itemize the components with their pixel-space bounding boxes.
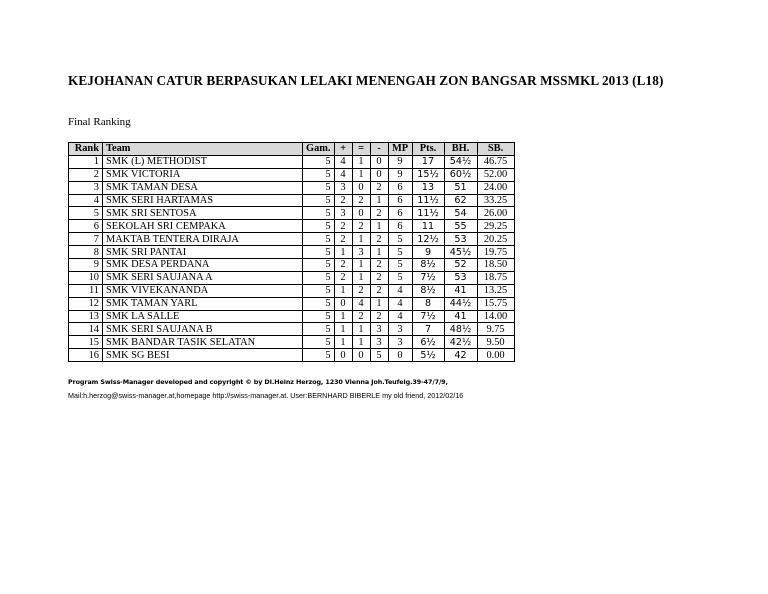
cell-team: MAKTAB TENTERA DIRAJA (103, 233, 303, 246)
cell-match-points: 6 (388, 207, 412, 220)
cell-match-points: 9 (388, 155, 412, 168)
cell-sonneborn-berger: 20.25 (477, 233, 514, 246)
header-match-points: MP (388, 143, 412, 156)
cell-buchholz: 41 (444, 310, 477, 323)
cell-draws: 4 (352, 297, 370, 310)
cell-buchholz: 51 (444, 181, 477, 194)
cell-rank: 1 (69, 155, 103, 168)
cell-rank: 15 (69, 336, 103, 349)
cell-losses: 2 (370, 233, 388, 246)
cell-games: 5 (303, 336, 335, 349)
cell-sonneborn-berger: 9.50 (477, 336, 514, 349)
cell-buchholz: 52 (444, 259, 477, 272)
cell-buchholz: 42 (444, 349, 477, 362)
cell-wins: 0 (334, 297, 352, 310)
cell-points: 8 (412, 297, 444, 310)
cell-sonneborn-berger: 52.00 (477, 168, 514, 181)
cell-buchholz: 48½ (444, 323, 477, 336)
cell-buchholz: 44½ (444, 297, 477, 310)
cell-rank: 11 (69, 284, 103, 297)
ranking-table-header (69, 143, 515, 156)
table-row (69, 207, 515, 220)
cell-sonneborn-berger: 26.00 (477, 207, 514, 220)
table-row (69, 297, 515, 310)
cell-draws: 0 (352, 349, 370, 362)
cell-points: 8½ (412, 284, 444, 297)
cell-sonneborn-berger: 46.75 (477, 155, 514, 168)
cell-games: 5 (303, 233, 335, 246)
cell-points: 6½ (412, 336, 444, 349)
cell-draws: 2 (352, 310, 370, 323)
cell-buchholz: 55 (444, 220, 477, 233)
cell-team: SEKOLAH SRI CEMPAKA (103, 220, 303, 233)
cell-games: 5 (303, 181, 335, 194)
cell-losses: 2 (370, 259, 388, 272)
cell-losses: 1 (370, 297, 388, 310)
cell-sonneborn-berger: 19.75 (477, 246, 514, 259)
cell-buchholz: 54½ (444, 155, 477, 168)
cell-losses: 1 (370, 220, 388, 233)
cell-losses: 2 (370, 181, 388, 194)
cell-wins: 2 (334, 259, 352, 272)
cell-rank: 4 (69, 194, 103, 207)
footer-contact: Mail:h.herzog@swiss-manager.at,homepage http://swiss-manager.at. User:BERNHARD BIBERLE my old friend, 2012/02/16 (68, 391, 464, 400)
cell-sonneborn-berger: 9.75 (477, 323, 514, 336)
cell-draws: 1 (352, 155, 370, 168)
table-row (69, 168, 515, 181)
table-row (69, 323, 515, 336)
cell-games: 5 (303, 323, 335, 336)
cell-match-points: 5 (388, 246, 412, 259)
table-row (69, 284, 515, 297)
ranking-table (68, 142, 515, 362)
cell-losses: 2 (370, 284, 388, 297)
cell-rank: 7 (69, 233, 103, 246)
cell-draws: 2 (352, 284, 370, 297)
cell-points: 15½ (412, 168, 444, 181)
cell-rank: 6 (69, 220, 103, 233)
cell-team: SMK LA SALLE (103, 310, 303, 323)
cell-match-points: 3 (388, 323, 412, 336)
cell-team: SMK TAMAN DESA (103, 181, 303, 194)
cell-buchholz: 54 (444, 207, 477, 220)
cell-sonneborn-berger: 18.75 (477, 271, 514, 284)
table-row (69, 310, 515, 323)
cell-rank: 5 (69, 207, 103, 220)
cell-games: 5 (303, 246, 335, 259)
document-title: KEJOHANAN CATUR BERPASUKAN LELAKI MENENGAH ZON BANGSAR MSSMKL 2013 (L18) (68, 73, 664, 88)
cell-games: 5 (303, 297, 335, 310)
table-row (69, 194, 515, 207)
cell-losses: 2 (370, 310, 388, 323)
cell-losses: 3 (370, 323, 388, 336)
header-draws: = (352, 143, 370, 156)
cell-match-points: 3 (388, 336, 412, 349)
cell-draws: 1 (352, 168, 370, 181)
cell-wins: 2 (334, 220, 352, 233)
cell-buchholz: 62 (444, 194, 477, 207)
header-losses: - (370, 143, 388, 156)
cell-match-points: 4 (388, 284, 412, 297)
cell-buchholz: 45½ (444, 246, 477, 259)
cell-buchholz: 42½ (444, 336, 477, 349)
cell-sonneborn-berger: 24.00 (477, 181, 514, 194)
cell-wins: 3 (334, 207, 352, 220)
cell-match-points: 0 (388, 349, 412, 362)
cell-draws: 1 (352, 323, 370, 336)
cell-losses: 0 (370, 168, 388, 181)
cell-sonneborn-berger: 13.25 (477, 284, 514, 297)
cell-points: 9 (412, 246, 444, 259)
cell-buchholz: 60½ (444, 168, 477, 181)
cell-match-points: 5 (388, 271, 412, 284)
cell-wins: 4 (334, 155, 352, 168)
cell-games: 5 (303, 259, 335, 272)
cell-buchholz: 41 (444, 284, 477, 297)
header-points: Pts. (412, 143, 444, 156)
header-wins: + (334, 143, 352, 156)
cell-points: 12½ (412, 233, 444, 246)
cell-team: SMK SERI SAUJANA B (103, 323, 303, 336)
table-row (69, 259, 515, 272)
cell-points: 7 (412, 323, 444, 336)
cell-wins: 2 (334, 271, 352, 284)
cell-games: 5 (303, 194, 335, 207)
cell-buchholz: 53 (444, 233, 477, 246)
cell-rank: 2 (69, 168, 103, 181)
cell-rank: 16 (69, 349, 103, 362)
cell-match-points: 6 (388, 181, 412, 194)
header-rank: Rank (69, 143, 103, 156)
table-row (69, 155, 515, 168)
cell-draws: 1 (352, 259, 370, 272)
table-row (69, 220, 515, 233)
cell-buchholz: 53 (444, 271, 477, 284)
table-row (69, 336, 515, 349)
cell-losses: 3 (370, 336, 388, 349)
cell-draws: 0 (352, 207, 370, 220)
cell-rank: 8 (69, 246, 103, 259)
cell-draws: 1 (352, 233, 370, 246)
cell-games: 5 (303, 220, 335, 233)
cell-games: 5 (303, 207, 335, 220)
cell-games: 5 (303, 349, 335, 362)
cell-draws: 1 (352, 271, 370, 284)
cell-rank: 10 (69, 271, 103, 284)
cell-losses: 1 (370, 194, 388, 207)
cell-team: SMK VIVEKANANDA (103, 284, 303, 297)
cell-draws: 1 (352, 336, 370, 349)
cell-games: 5 (303, 155, 335, 168)
cell-wins: 1 (334, 284, 352, 297)
cell-rank: 12 (69, 297, 103, 310)
cell-points: 5½ (412, 349, 444, 362)
cell-sonneborn-berger: 29.25 (477, 220, 514, 233)
cell-points: 11 (412, 220, 444, 233)
cell-match-points: 6 (388, 194, 412, 207)
cell-team: SMK VICTORIA (103, 168, 303, 181)
cell-sonneborn-berger: 0.00 (477, 349, 514, 362)
cell-sonneborn-berger: 14.00 (477, 310, 514, 323)
cell-match-points: 5 (388, 259, 412, 272)
cell-points: 8½ (412, 259, 444, 272)
footer-copyright: Program Swiss-Manager developed and copyright © by DI.Heinz Herzog, 1230 Vienna Joh.Teufelg.39-47/7/9, (68, 378, 448, 386)
cell-draws: 2 (352, 220, 370, 233)
cell-sonneborn-berger: 15.75 (477, 297, 514, 310)
cell-team: SMK DESA PERDANA (103, 259, 303, 272)
cell-team: SMK (L) METHODIST (103, 155, 303, 168)
cell-losses: 2 (370, 207, 388, 220)
cell-wins: 3 (334, 181, 352, 194)
cell-games: 5 (303, 271, 335, 284)
cell-points: 11½ (412, 194, 444, 207)
cell-match-points: 5 (388, 233, 412, 246)
header-buchholz: BH. (444, 143, 477, 156)
cell-draws: 0 (352, 181, 370, 194)
cell-losses: 2 (370, 271, 388, 284)
cell-points: 11½ (412, 207, 444, 220)
cell-wins: 2 (334, 194, 352, 207)
cell-match-points: 6 (388, 220, 412, 233)
cell-team: SMK SERI HARTAMAS (103, 194, 303, 207)
cell-team: SMK BANDAR TASIK SELATAN (103, 336, 303, 349)
table-row (69, 349, 515, 362)
cell-wins: 4 (334, 168, 352, 181)
cell-losses: 5 (370, 349, 388, 362)
header-sonneborn-berger: SB. (477, 143, 514, 156)
cell-team: SMK SG BESI (103, 349, 303, 362)
cell-sonneborn-berger: 18.50 (477, 259, 514, 272)
document-subtitle: Final Ranking (68, 116, 131, 128)
cell-wins: 0 (334, 349, 352, 362)
cell-match-points: 4 (388, 310, 412, 323)
cell-team: SMK SRI SENTOSA (103, 207, 303, 220)
table-row (69, 233, 515, 246)
cell-team: SMK SERI SAUJANA A (103, 271, 303, 284)
cell-games: 5 (303, 310, 335, 323)
cell-points: 17 (412, 155, 444, 168)
cell-draws: 2 (352, 194, 370, 207)
cell-match-points: 9 (388, 168, 412, 181)
cell-wins: 1 (334, 310, 352, 323)
cell-wins: 1 (334, 323, 352, 336)
cell-match-points: 4 (388, 297, 412, 310)
cell-losses: 1 (370, 246, 388, 259)
header-games: Gam. (303, 143, 335, 156)
cell-points: 7½ (412, 271, 444, 284)
table-row (69, 181, 515, 194)
cell-wins: 1 (334, 336, 352, 349)
header-team: Team (103, 143, 303, 156)
cell-rank: 14 (69, 323, 103, 336)
cell-wins: 2 (334, 233, 352, 246)
ranking-table-body (69, 155, 515, 361)
header-row (69, 143, 515, 156)
cell-rank: 3 (69, 181, 103, 194)
cell-games: 5 (303, 284, 335, 297)
cell-points: 13 (412, 181, 444, 194)
cell-points: 7½ (412, 310, 444, 323)
table-row (69, 246, 515, 259)
cell-sonneborn-berger: 33.25 (477, 194, 514, 207)
cell-team: SMK SRI PANTAI (103, 246, 303, 259)
cell-rank: 9 (69, 259, 103, 272)
cell-games: 5 (303, 168, 335, 181)
cell-wins: 1 (334, 246, 352, 259)
cell-team: SMK TAMAN YARL (103, 297, 303, 310)
cell-losses: 0 (370, 155, 388, 168)
table-row (69, 271, 515, 284)
cell-rank: 13 (69, 310, 103, 323)
cell-draws: 3 (352, 246, 370, 259)
